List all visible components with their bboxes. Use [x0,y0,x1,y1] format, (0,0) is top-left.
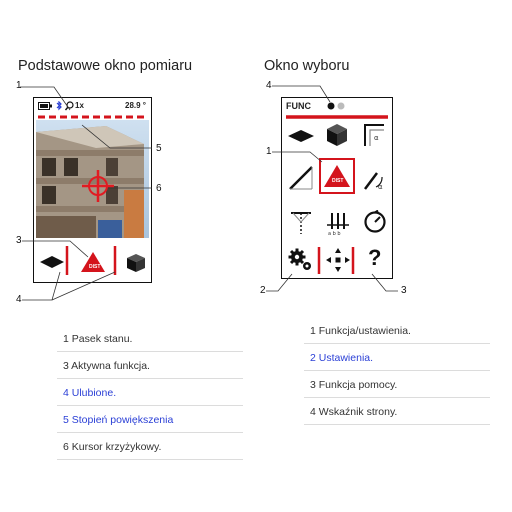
func-label: FUNC [286,101,311,111]
camera-view [36,120,149,238]
settings-gear-icon[interactable] [288,248,314,272]
legend-item: 1 Funkcja/ustawienia. [304,317,490,344]
legend-item: 3 Aktywna funkcja. [57,352,243,379]
left-panel-title: Podstawowe okno pomiaru [18,58,193,74]
callout-favorites: 4 [16,294,22,305]
stake-out-icon[interactable] [325,209,351,235]
battery-icon [38,102,52,110]
callout-settings: 2 [260,285,266,296]
zoom-level: 1x [75,101,84,110]
navigation-arrows-icon[interactable] [325,247,351,273]
selection-screen [281,97,393,279]
measurement-screen [33,97,152,283]
left-legend [57,325,243,460]
indirect-height-icon[interactable] [289,210,313,236]
volume-measurement-icon[interactable] [126,253,146,273]
right-panel-title: Okno wyboru [264,58,350,74]
timer-icon[interactable] [363,210,387,234]
area-measurement-icon[interactable] [287,129,315,143]
callout-status-bar: 1 [16,80,22,91]
right-legend [304,317,490,425]
legend-item: 3 Funkcja pomocy. [304,371,490,398]
distance-function-icon [323,164,351,188]
distance-function-label: DIST [89,264,101,270]
callout-page-indicator: 4 [266,80,272,91]
trapezoid-measurement-icon[interactable] [288,165,314,191]
tilt-angle-icon[interactable] [362,165,388,191]
svg-text:a b b: a b b [328,231,341,235]
status-bar [34,98,151,114]
corner-angle-icon[interactable] [362,122,386,148]
callout-function-settings: 1 [266,146,272,157]
area-measurement-icon[interactable] [39,255,65,269]
legend-link-favorites[interactable]: 4 Ulubione. [57,379,243,406]
volume-measurement-icon[interactable] [326,123,348,147]
legend-item: 6 Kursor krzyżykowy. [57,433,243,460]
legend-item: 4 Wskaźnik strony. [304,398,490,425]
bluetooth-icon [55,101,63,111]
page-indicator [326,101,356,111]
tilt-angle-readout: 28.9 ° [125,101,146,110]
callout-help: 3 [401,285,407,296]
func-underline [284,114,390,120]
legend-link-zoom[interactable]: 5 Stopień powiększenia [57,406,243,433]
callout-zoom-level: 5 [156,143,162,154]
callout-active-function: 3 [16,235,22,246]
callout-crosshair: 6 [156,183,162,194]
distance-function-selected[interactable] [319,158,355,194]
zoom-icon [65,101,74,111]
legend-link-settings[interactable]: 2 Ustawienia. [304,344,490,371]
help-icon[interactable]: ? [368,245,382,270]
distance-function-label: DIST [332,178,344,184]
legend-item: 1 Pasek stanu. [57,325,243,352]
svg-text:α: α [378,183,383,191]
svg-text:α: α [374,134,379,142]
